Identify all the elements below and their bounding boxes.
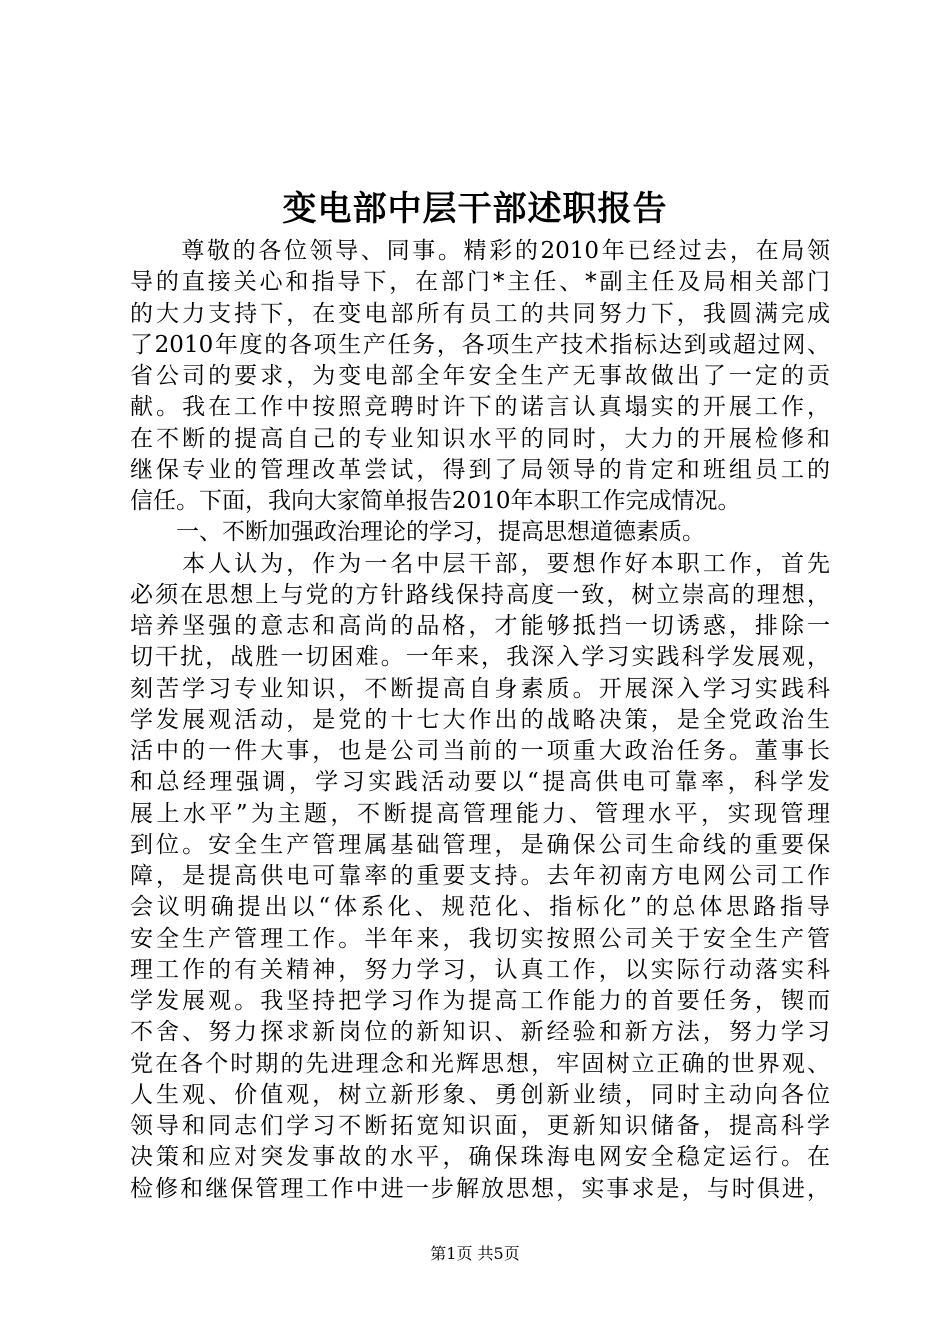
body-line: 会议明确提出以“体系化、规范化、指标化”的总体思路指导 xyxy=(130,894,830,921)
body-line: 展上水平”为主题，不断提高管理能力、管理水平，实现管理 xyxy=(130,800,830,827)
body-line: 的大力支持下，在变电部所有员工的共同努力下，我圆满完成 xyxy=(130,300,830,327)
body-line: 本人认为，作为一名中层干部，要想作好本职工作，首先 xyxy=(130,550,830,577)
body-line: 安全生产管理工作。半年来，我切实按照公司关于安全生产管 xyxy=(130,925,830,952)
section-heading: 一、不断加强政治理论的学习，提高思想道德素质。 xyxy=(130,519,705,546)
body-line: 了2010年度的各项生产任务，各项生产技术指标达到或超过网、 xyxy=(130,331,830,358)
body-line: 尊敬的各位领导、同事。精彩的2010年已经过去，在局领 xyxy=(130,238,830,264)
body-line: 在不断的提高自己的专业知识水平的同时，大力的开展检修和 xyxy=(130,425,830,452)
body-line: 切干扰，战胜一切困难。一年来，我深入学习实践科学发展观， xyxy=(130,644,830,671)
body-line: 省公司的要求，为变电部全年安全生产无事故做出了一定的贡 xyxy=(130,363,830,389)
body-line: 必须在思想上与党的方针路线保持高度一致，树立崇高的理想， xyxy=(130,581,830,608)
body-line: 领导和同志们学习不断拓宽知识面，更新知识储备，提高科学 xyxy=(130,1113,830,1139)
body-line: 人生观、价值观，树立新形象、勇创新业绩，同时主动向各位 xyxy=(130,1081,830,1108)
body-line: 检修和继保管理工作中进一步解放思想，实事求是，与时俱进， xyxy=(130,1175,830,1202)
body-line: 继保专业的管理改革尝试，得到了局领导的肯定和班组员工的 xyxy=(130,456,830,483)
body-line: 党在各个时期的先进理念和光辉思想，牢固树立正确的世界观、 xyxy=(130,1050,830,1077)
document-title: 变电部中层干部述职报告 xyxy=(282,189,668,229)
body-line: 学发展观活动，是党的十七大作出的战略决策，是全党政治生 xyxy=(130,706,830,733)
body-line: 决策和应对突发事故的水平，确保珠海电网安全稳定运行。在 xyxy=(130,1144,830,1171)
body-line: 和总经理强调，学习实践活动要以“提高供电可靠率，科学发 xyxy=(130,769,830,796)
body-line: 献。我在工作中按照竞聘时许下的诺言认真塌实的开展工作， xyxy=(130,394,830,421)
document-body xyxy=(130,236,830,1205)
page-number-footer: 第1页 共5页 xyxy=(430,1244,520,1263)
body-line: 到位。安全生产管理属基础管理，是确保公司生命线的重要保 xyxy=(130,831,830,858)
body-line: 导的直接关心和指导下，在部门*主任、*副主任及局相关部门 xyxy=(130,269,830,296)
body-line: 障，是提高供电可靠率的重要支持。去年初南方电网公司工作 xyxy=(130,863,830,889)
body-line: 培养坚强的意志和高尚的品格，才能够抵挡一切诱惑，排除一 xyxy=(130,613,830,639)
body-line: 活中的一件大事，也是公司当前的一项重大政治任务。董事长 xyxy=(130,738,830,764)
body-line: 理工作的有关精神，努力学习，认真工作，以实际行动落实科 xyxy=(130,956,830,983)
body-line: 信任。下面，我向大家简单报告2010年本职工作完成情况。 xyxy=(130,488,741,514)
body-line: 学发展观。我坚持把学习作为提高工作能力的首要任务，锲而 xyxy=(130,988,830,1014)
body-line: 刻苦学习专业知识，不断提高自身素质。开展深入学习实践科 xyxy=(130,675,830,702)
body-line: 不舍、努力探求新岗位的新知识、新经验和新方法，努力学习 xyxy=(130,1019,830,1046)
